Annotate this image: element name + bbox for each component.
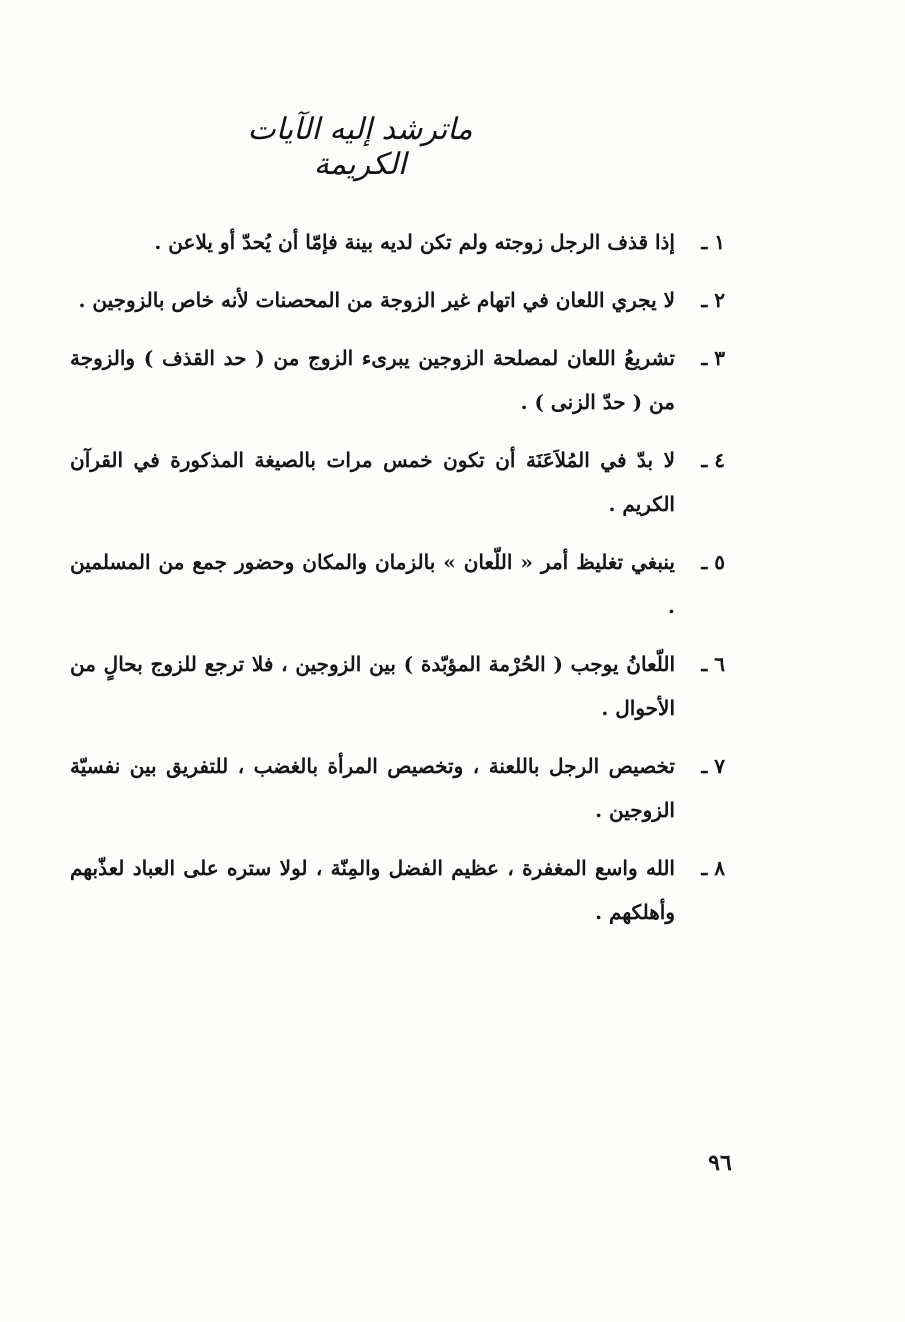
item-number: ٨ ـ [701, 856, 725, 880]
section-heading: ماترشد إليه الآيات الكريمة [247, 112, 473, 182]
item-number: ٤ ـ [701, 448, 725, 472]
list-item [70, 336, 725, 424]
page-number: ٩٦ [708, 1150, 732, 1176]
list-item [70, 642, 725, 730]
item-number: ٦ ـ [701, 652, 725, 676]
item-text: اللّعانُ يوجب ( الحُرْمة المؤبّدة ) بين الزوجين ، فلا ترجع للزوج بحالٍ من الأحوال . [70, 652, 675, 720]
item-text: تشريعُ اللعان لمصلحة الزوجين يبرىء الزوج من ( حد القذف ) والزوجة من ( حدّ الزنى ) . [70, 346, 675, 414]
item-number: ٧ ـ [701, 754, 725, 778]
list-item [70, 220, 725, 264]
item-number: ١ ـ [701, 230, 725, 254]
item-number: ٢ ـ [701, 288, 725, 312]
list-item [70, 744, 725, 832]
item-text: لا يجري اللعان في اتهام غير الزوجة من المحصنات لأنه خاص بالزوجين . [78, 288, 675, 312]
item-number: ٣ ـ [701, 346, 725, 370]
item-text: ينبغي تغليظ أمر « اللّعان » بالزمان والمكان وحضور جمع من المسلمين . [70, 550, 675, 618]
list-item [70, 438, 725, 526]
list-item [70, 846, 725, 934]
list-item [70, 278, 725, 322]
list-item [70, 540, 725, 628]
item-text: تخصيص الرجل باللعنة ، وتخصيص المرأة بالغضب ، للتفريق بين نفسيّة الزوجين . [70, 754, 675, 822]
item-text: الله واسع المغفرة ، عظيم الفضل والمِنّة ، لولا ستره على العباد لعذّبهم وأهلكهم . [70, 856, 675, 924]
item-text: إذا قذف الرجل زوجته ولم تكن لديه بينة فإمّا أن يُحدّ أو يلاعن . [154, 230, 675, 254]
item-text: لا بدّ في المُلاَعَنَة أن تكون خمس مرات بالصيغة المذكورة في القرآن الكريم . [70, 448, 675, 516]
conclusions-list [70, 220, 725, 948]
item-number: ٥ ـ [701, 550, 725, 574]
